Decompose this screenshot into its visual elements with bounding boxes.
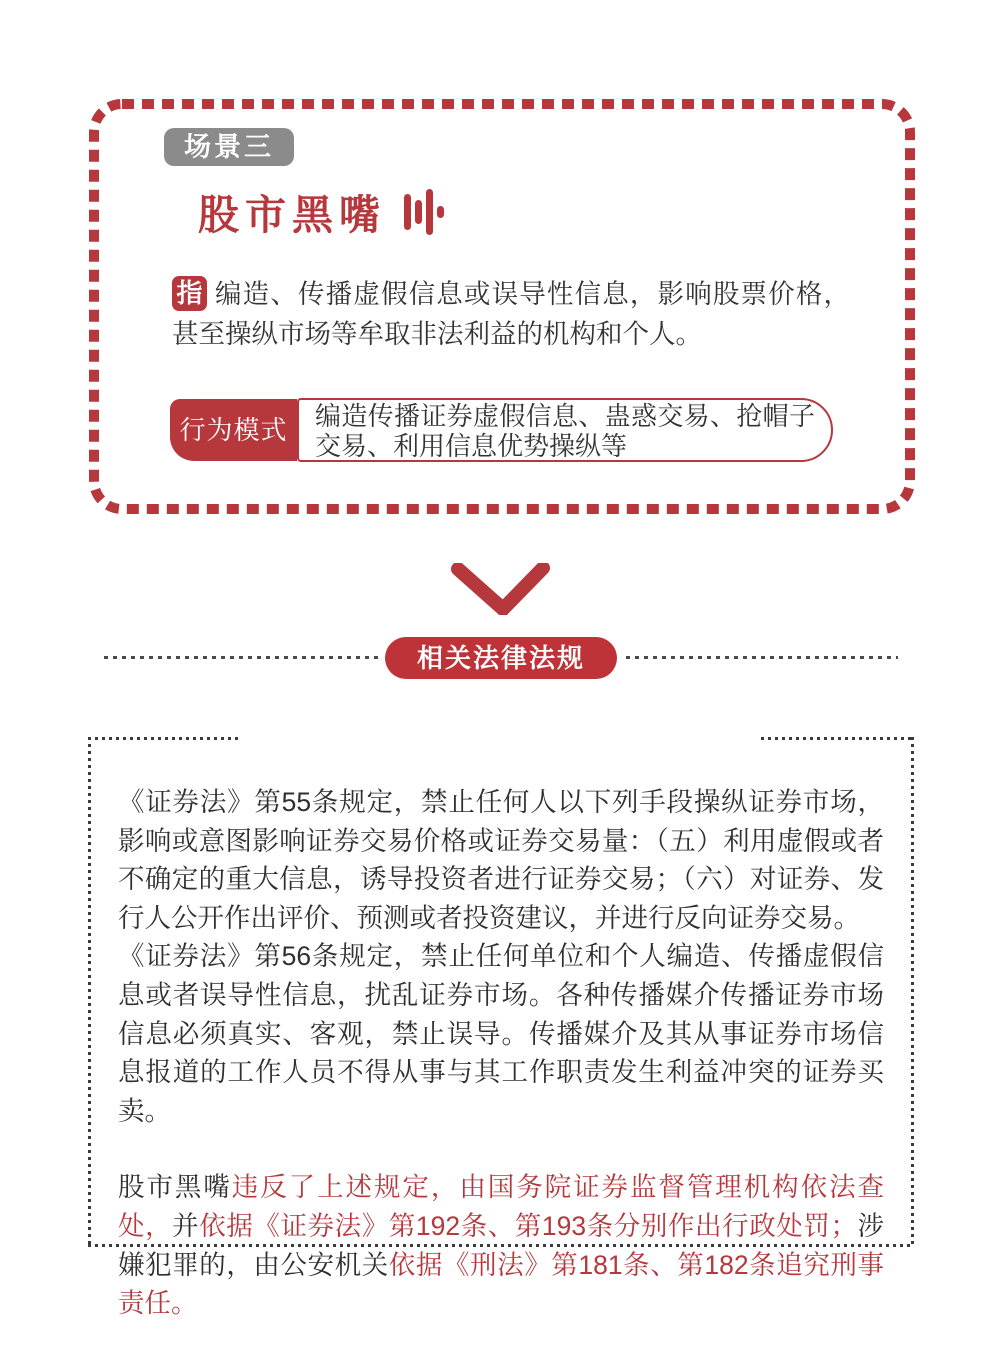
scenario-badge: 场景三 <box>164 128 294 166</box>
card-title: 股市黑嘴 <box>198 192 386 238</box>
title-row <box>198 182 454 241</box>
section-title-pill: 相关法律法规 <box>385 637 617 679</box>
divider-dash-right <box>626 656 898 659</box>
law-paragraph-55: 《证券法》第55条规定，禁止任何人以下列手段操纵证券市场，影响或意图影响证券交易价格或证券交易量：（五）利用虚假或者不确定的重大信息，诱导投资者进行证券交易；（六）对证券、发行人公开作出评价、预测或者投资建议，并进行反向证券交易。 <box>118 787 884 933</box>
penalty-segment: 依据《刑法》第181条、第182条追究刑事责任。 <box>118 1249 884 1319</box>
penalty-segment: 并 <box>172 1210 200 1241</box>
behavior-row <box>170 398 870 462</box>
law-paragraph-56: 《证券法》第56条规定，禁止任何单位和个人编造、传播虚假信息或者误导性信息，扰乱证券市场。各种传播媒介传播证券市场信息必须真实、客观，禁止误导。传播媒介及其从事证券市场信息报道的工作人员不得从事与其工作职责发生利益冲突的证券买卖。 <box>118 941 884 1126</box>
definition-label-chip: 指 <box>172 276 207 311</box>
divider-dash-left <box>104 656 378 659</box>
definition-paragraph <box>172 274 850 354</box>
penalty-segment: 违反了上述规定，由国务院证券监督管理机构依法查处， <box>118 1172 885 1241</box>
legal-box <box>88 737 914 1319</box>
behavior-mode-text: 编造传播证券虚假信息、蛊惑交易、抢帽子交易、利用信息优势操纵等 <box>297 398 833 462</box>
scenario-card <box>88 98 916 515</box>
penalty-segment: 股市黑嘴 <box>118 1172 232 1203</box>
behavior-mode-label: 行为模式 <box>170 399 297 461</box>
chevron-down-icon <box>450 563 550 615</box>
penalty-segment: 依据《证券法》第192条、第193条分别作出行政处罚； <box>199 1210 857 1241</box>
definition-text: 编造、传播虚假信息或误导性信息，影响股票价格，甚至操纵市场等牟取非法利益的机构和个人。 <box>172 279 850 349</box>
legal-content <box>88 737 914 1323</box>
penalty-segment: 涉嫌犯罪的，由公安机关 <box>118 1210 885 1280</box>
sound-bars-icon <box>402 187 454 237</box>
penalty-paragraph <box>118 1168 884 1322</box>
